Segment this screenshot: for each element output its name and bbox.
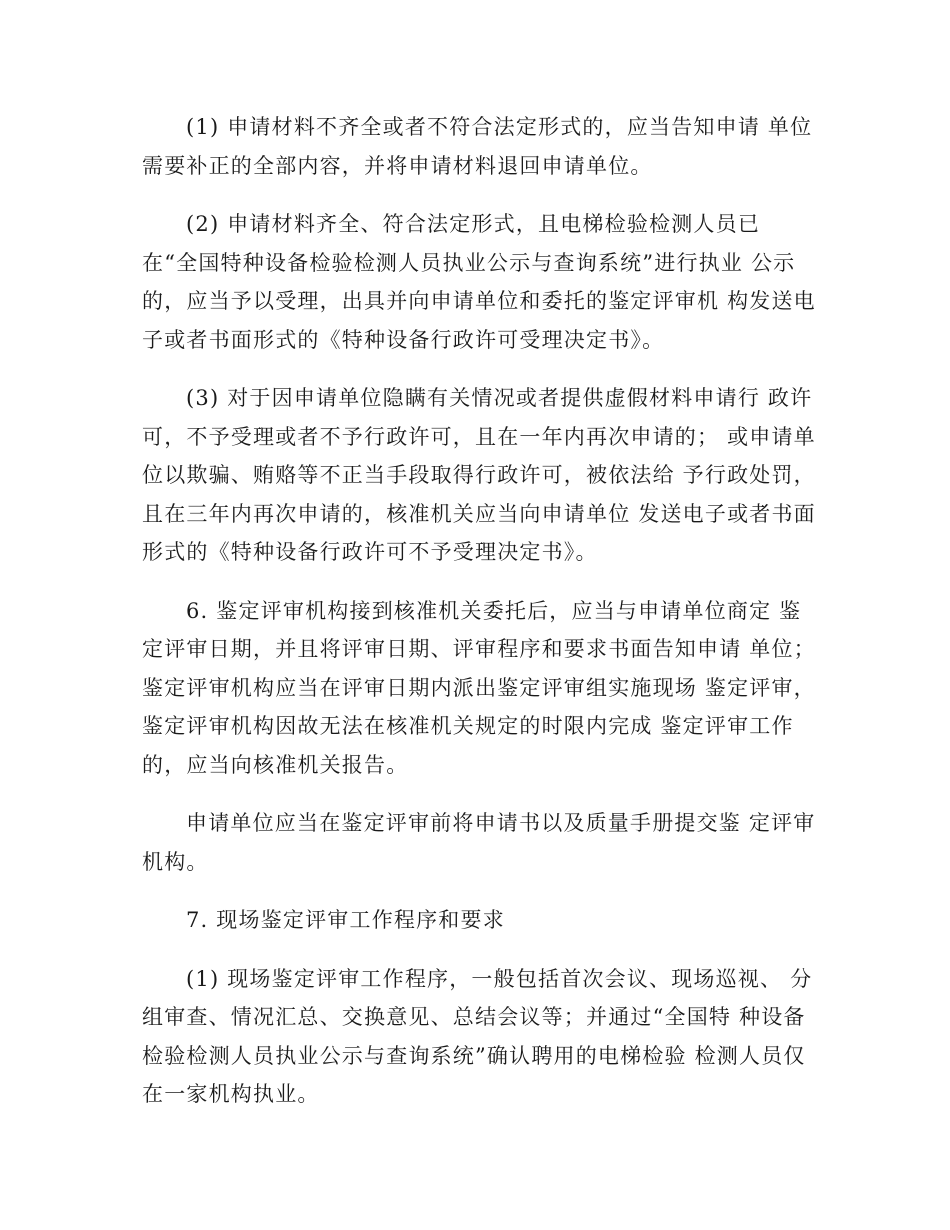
text-line: 定评审日期，并且将评审日期、评审程序和要求书面告知申请 单位； (142, 637, 816, 661)
paragraph-3 (142, 379, 814, 572)
text-line: 鉴定评审机构应当在评审日期内派出鉴定评审组实施现场 鉴定评审， (142, 675, 816, 700)
paragraph-7 (142, 960, 814, 1114)
text-line: 的，应当予以受理，出具并向申请单位和委托的鉴定评审机 构发送电 (142, 289, 816, 313)
text-line: 位以欺骗、贿赂等不正当手段取得行政许可，被依法给 予行政处罚， (142, 463, 816, 487)
text-line: 申请单位应当在鉴定评审前将申请书以及质量手册提交鉴 定评审 (186, 811, 816, 835)
text-line: 组审查、情况汇总、交换意见、总结会议等；并通过“全国特 种设备 (142, 1005, 806, 1029)
paragraph-1 (142, 108, 814, 185)
text-line: 在“全国特种设备检验检测人员执业公示与查询系统”进行执业 公示 (142, 250, 796, 275)
text-line: 可，不予受理或者不予行政许可，且在一年内再次申请的； 或申请单 (142, 424, 816, 449)
paragraph-5 (142, 804, 814, 881)
paragraph-2 (142, 205, 814, 359)
text-line: 的，应当向核准机关报告。 (142, 752, 409, 777)
text-line: 子或者书面形式的《特种设备行政许可受理决定书》。 (142, 327, 665, 352)
text-line: 检验检测人员执业公示与查询系统”确认聘用的电梯检验 检测人员仅 (142, 1043, 806, 1068)
text-line: (3) 对于因申请单位隐瞒有关情况或者提供虚假材料申请行 政许 (186, 386, 813, 410)
text-line: 7. 现场鉴定评审工作程序和要求 (186, 908, 505, 932)
text-line: 形式的《特种设备行政许可不予受理决定书》。 (142, 540, 598, 564)
text-line: 需要补正的全部内容，并将申请材料退回申请单位。 (142, 153, 653, 178)
text-line: 在一家机构执业。 (142, 1082, 320, 1106)
text-line: (1) 现场鉴定评审工作程序，一般包括首次会议、现场巡视、 分 (186, 966, 813, 991)
text-line: (2) 申请材料齐全、符合法定形式，且电梯检验检测人员已 (186, 212, 761, 236)
text-line: 机构。 (142, 849, 209, 874)
paragraph-6 (142, 901, 814, 940)
paragraph-4 (142, 592, 814, 785)
text-line: 且在三年内再次申请的，核准机关应当向申请单位 发送电子或者书面 (142, 501, 816, 526)
document-body (142, 108, 814, 1134)
text-line: (1) 申请材料不齐全或者不符合法定形式的，应当告知申请 单位 (186, 115, 813, 139)
text-line: 6. 鉴定评审机构接到核准机关委托后，应当与申请单位商定 鉴 (186, 598, 802, 623)
text-line: 鉴定评审机构因故无法在核准机关规定的时限内完成 鉴定评审工作 (142, 714, 794, 738)
